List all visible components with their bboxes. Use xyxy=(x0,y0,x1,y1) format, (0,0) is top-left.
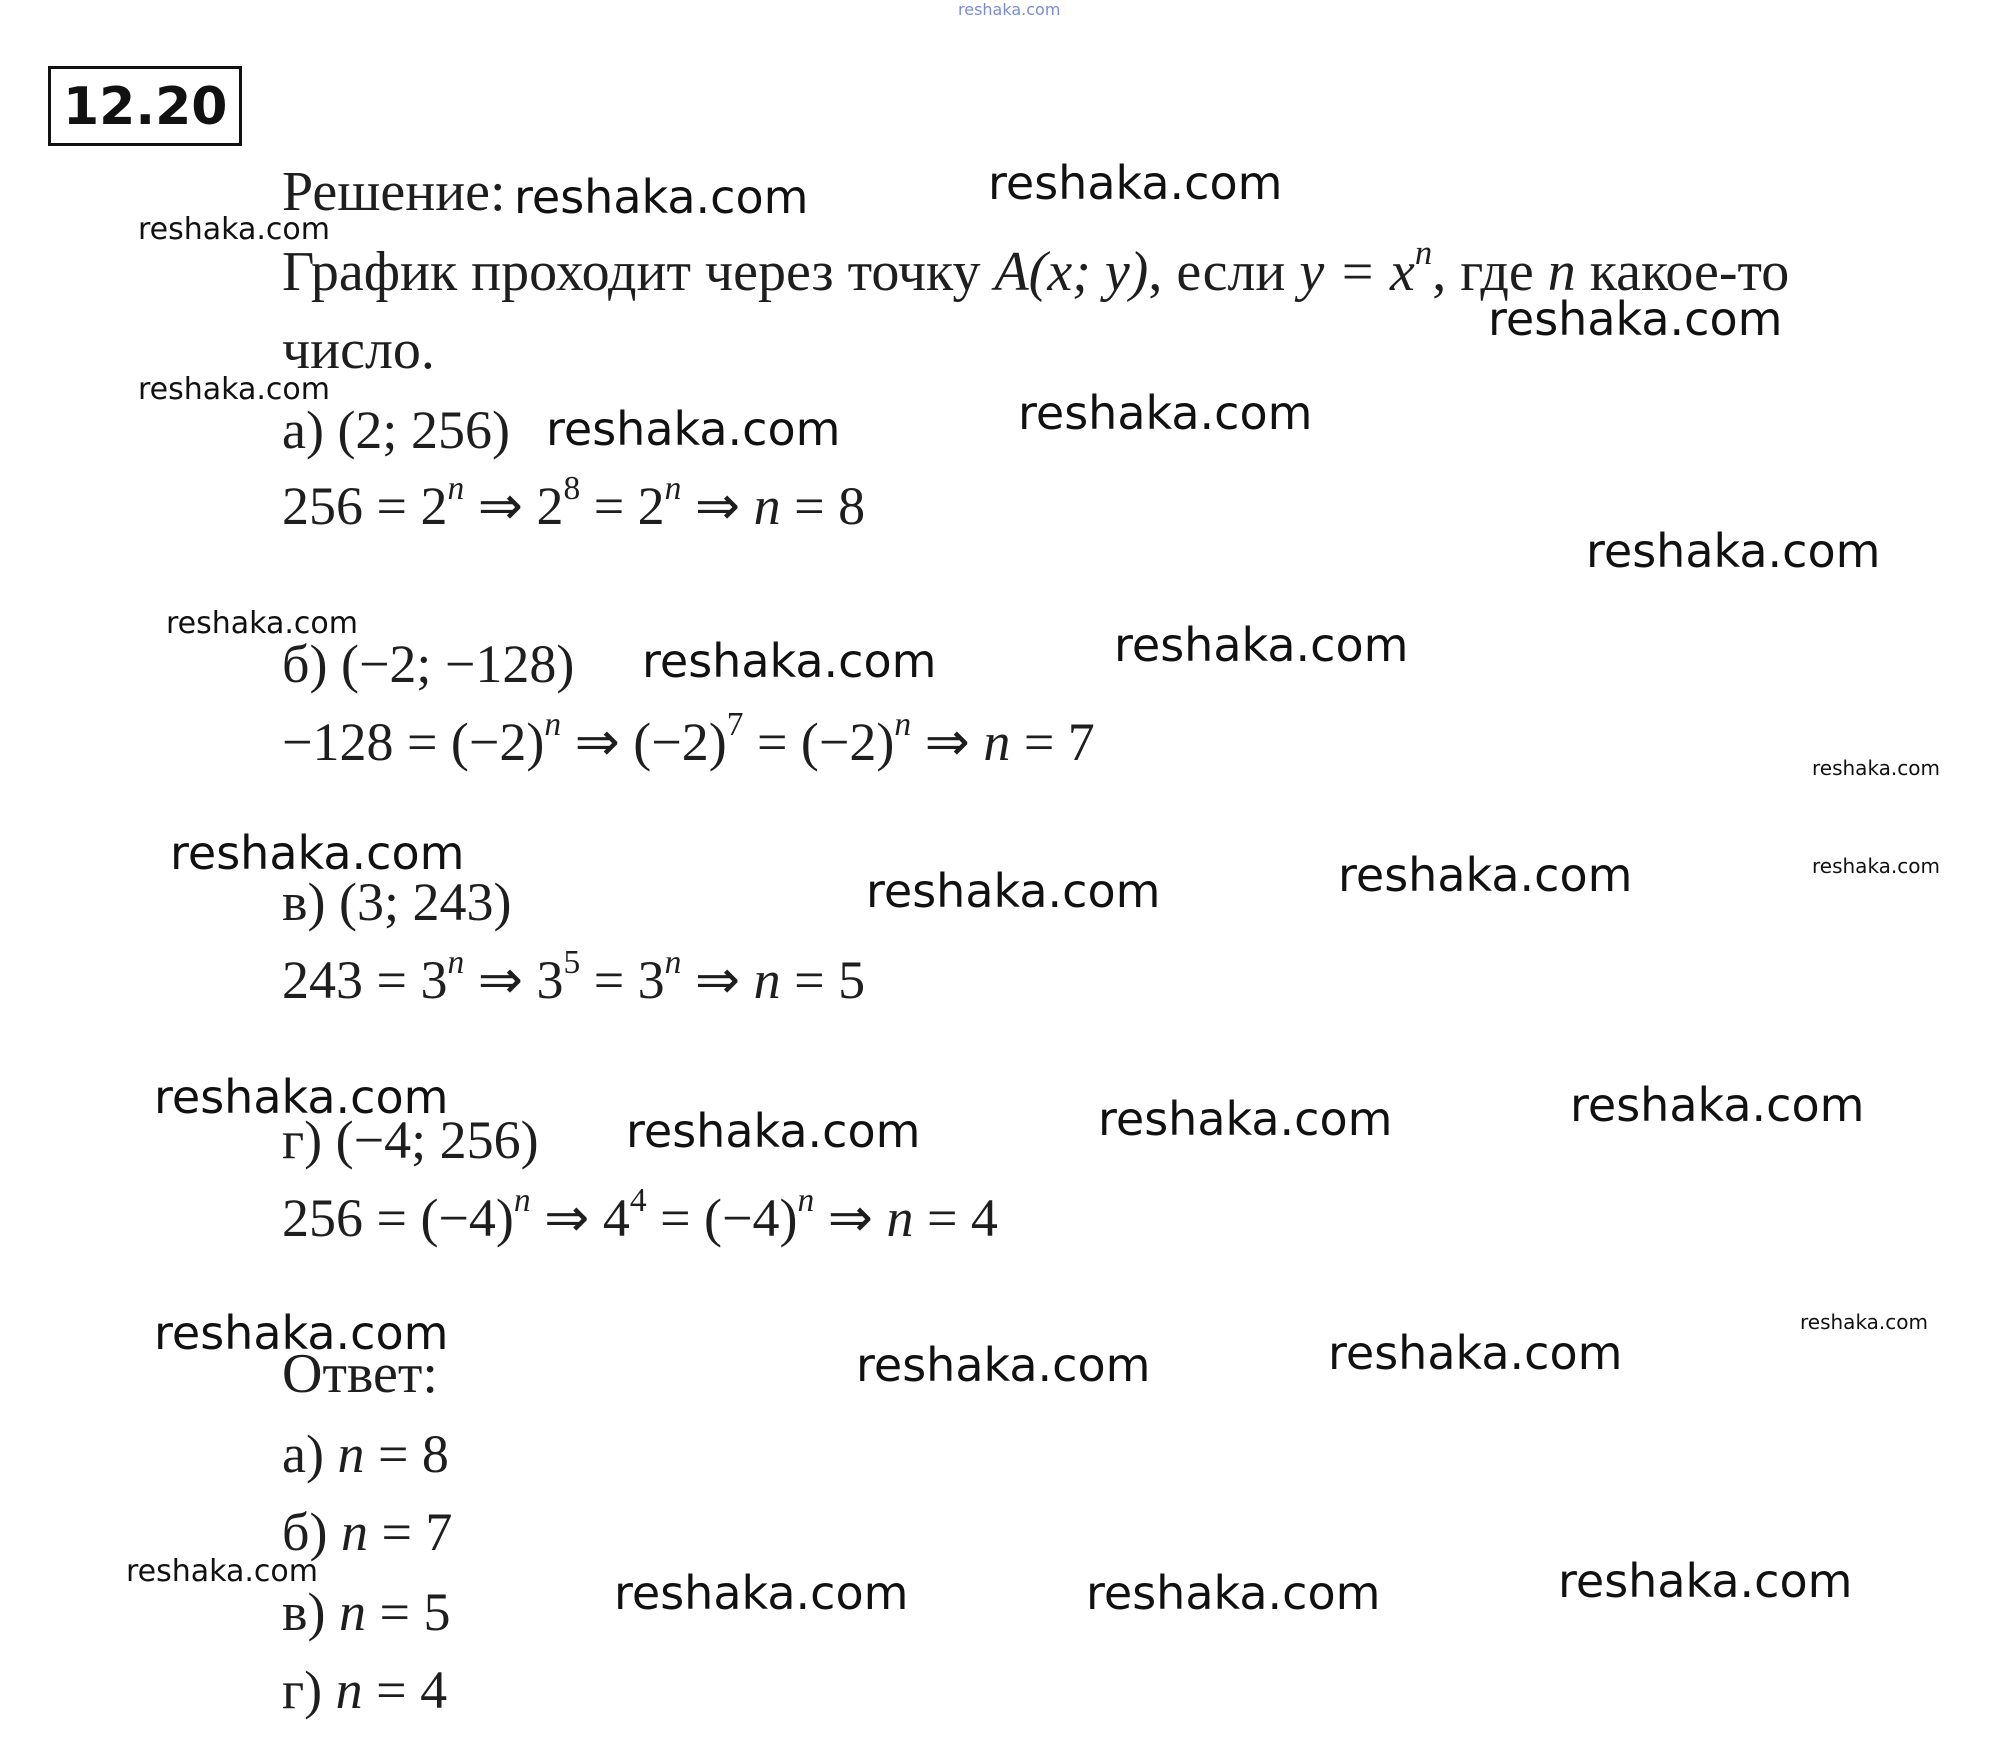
intro-text-3: , где xyxy=(1432,241,1548,303)
eq-part: = 3 xyxy=(580,950,665,1010)
eq-result: = 7 xyxy=(1010,712,1095,772)
watermark: reshaka.com xyxy=(138,212,330,247)
item-point: (3; 243) xyxy=(338,872,512,932)
watermark: reshaka.com xyxy=(1488,292,1783,346)
watermark: reshaka.com xyxy=(626,1104,921,1158)
answer-label: Ответ: xyxy=(282,1343,438,1405)
answer-var: n xyxy=(340,1502,368,1562)
intro-text-2: , если xyxy=(1148,241,1300,303)
eq-part: = 2 xyxy=(580,476,665,536)
answer-a xyxy=(282,1422,449,1486)
item-point: (−2; −128) xyxy=(340,634,575,694)
item-a-header xyxy=(282,398,510,462)
eq-var: n xyxy=(753,476,781,536)
answer-value: = 8 xyxy=(364,1424,449,1484)
watermark: reshaka.com xyxy=(1086,1566,1381,1620)
item-b-equation xyxy=(282,705,1095,774)
answer-item-label: г) xyxy=(282,1660,336,1720)
eq-exp: n xyxy=(447,469,465,507)
intro-point: A(x; y) xyxy=(994,241,1149,303)
eq-exp: n xyxy=(544,705,562,743)
watermark: reshaka.com xyxy=(514,170,809,224)
intro-line-2: число. xyxy=(282,319,435,381)
eq-part: 243 = 3 xyxy=(282,950,448,1010)
watermark: reshaka.com xyxy=(988,156,1283,210)
watermark: reshaka.com xyxy=(642,634,937,688)
watermark: reshaka.com xyxy=(546,402,841,456)
watermark: reshaka.com xyxy=(1800,1310,1928,1334)
item-b-header xyxy=(282,632,574,696)
eq-part: = (−4) xyxy=(646,1188,798,1248)
eq-part: = (−2) xyxy=(743,712,895,772)
eq-result: = 4 xyxy=(913,1188,998,1248)
eq-exp: n xyxy=(447,943,465,981)
eq-part: ⇒ xyxy=(681,950,754,1010)
answer-item-label: а) xyxy=(282,1424,338,1484)
item-label: а) xyxy=(282,400,338,460)
item-d-equation xyxy=(282,1181,998,1250)
eq-part: ⇒ xyxy=(681,476,754,536)
watermark: reshaka.com xyxy=(154,1070,449,1124)
watermark: reshaka.com xyxy=(170,826,465,880)
eq-part: ⇒ 2 xyxy=(464,476,564,536)
eq-exp: n xyxy=(894,705,912,743)
eq-exp: n xyxy=(664,943,682,981)
eq-var: n xyxy=(983,712,1011,772)
item-label: б) xyxy=(282,634,341,694)
eq-result: = 5 xyxy=(780,950,866,1010)
item-c-equation xyxy=(282,943,866,1012)
answer-var: n xyxy=(335,1660,363,1720)
watermark: reshaka.com xyxy=(1338,848,1633,902)
answer-value: = 5 xyxy=(365,1582,451,1642)
item-point: (2; 256) xyxy=(337,400,510,460)
problem-number: 12.20 xyxy=(48,66,242,146)
item-label: в) xyxy=(282,872,339,932)
watermark-top: reshaka.com xyxy=(958,0,1061,19)
watermark: reshaka.com xyxy=(1812,854,1940,878)
eq-var: n xyxy=(753,950,781,1010)
answer-item-label: б) xyxy=(282,1502,341,1562)
answer-c xyxy=(282,1580,450,1644)
eq-exp: n xyxy=(513,1181,531,1219)
eq-part: −128 = (−2) xyxy=(282,712,545,772)
watermark: reshaka.com xyxy=(166,606,358,641)
answer-d xyxy=(282,1658,447,1722)
eq-var: n xyxy=(886,1188,914,1248)
eq-exp: n xyxy=(664,469,682,507)
item-a-equation xyxy=(282,469,866,538)
answer-var: n xyxy=(337,1424,365,1484)
eq-part: ⇒ 4 xyxy=(530,1188,630,1248)
intro-variable: n xyxy=(1547,241,1576,303)
watermark: reshaka.com xyxy=(1812,756,1940,780)
watermark: reshaka.com xyxy=(866,864,1161,918)
eq-exp: n xyxy=(797,1181,815,1219)
item-label: г) xyxy=(282,1110,336,1170)
answer-var: n xyxy=(338,1582,366,1642)
eq-exp: 8 xyxy=(563,469,581,507)
eq-result: = 8 xyxy=(780,476,866,536)
intro-text-4: какое-то xyxy=(1575,241,1790,303)
watermark: reshaka.com xyxy=(1098,1092,1393,1146)
answer-value: = 4 xyxy=(362,1660,448,1720)
watermark: reshaka.com xyxy=(1328,1326,1623,1380)
answer-item-label: в) xyxy=(282,1582,339,1642)
watermark: reshaka.com xyxy=(1570,1078,1865,1132)
eq-part: ⇒ xyxy=(911,712,984,772)
eq-exp: 7 xyxy=(726,705,744,743)
watermark: reshaka.com xyxy=(154,1306,449,1360)
eq-part: ⇒ 3 xyxy=(464,950,564,1010)
eq-exp: 4 xyxy=(629,1181,647,1219)
watermark: reshaka.com xyxy=(1114,618,1409,672)
watermark: reshaka.com xyxy=(1586,524,1881,578)
eq-part: ⇒ (−2) xyxy=(561,712,727,772)
watermark: reshaka.com xyxy=(856,1338,1151,1392)
eq-part: 256 = (−4) xyxy=(282,1188,514,1248)
answer-value: = 7 xyxy=(367,1502,453,1562)
eq-part: 256 = 2 xyxy=(282,476,448,536)
watermark: reshaka.com xyxy=(126,1554,318,1589)
watermark: reshaka.com xyxy=(614,1566,909,1620)
eq-exp: 5 xyxy=(563,943,581,981)
eq-part: ⇒ xyxy=(814,1188,887,1248)
intro-equation: y = x xyxy=(1299,241,1415,303)
watermark: reshaka.com xyxy=(1018,386,1313,440)
item-point: (−4; 256) xyxy=(335,1110,539,1170)
intro-exponent: n xyxy=(1414,232,1433,272)
watermark: reshaka.com xyxy=(1558,1554,1853,1608)
solution-label: Решение: xyxy=(282,161,506,223)
intro-text-1: График проходит через точку xyxy=(282,241,995,303)
watermark: reshaka.com xyxy=(138,372,330,407)
